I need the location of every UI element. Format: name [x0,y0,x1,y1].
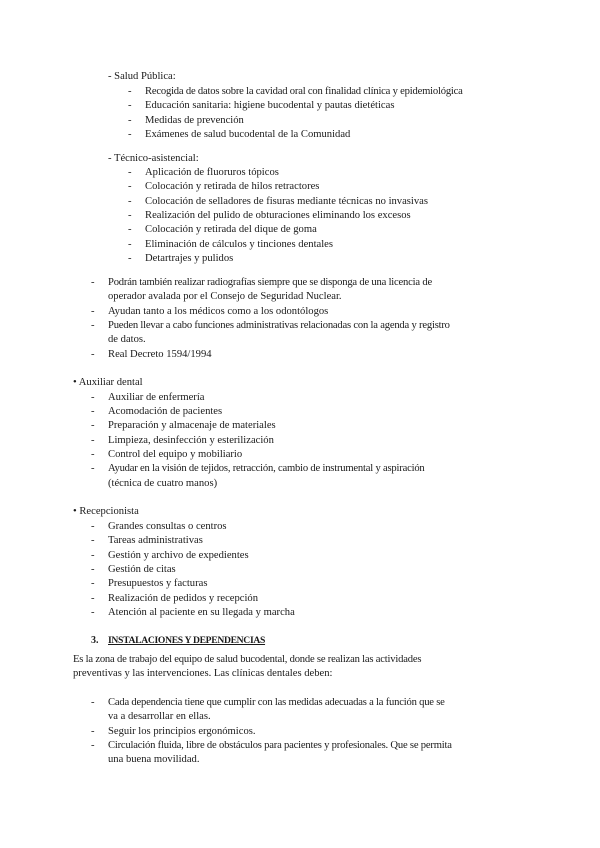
bullet-dash: - [91,550,95,561]
auxiliar-heading: • Auxiliar dental [73,377,143,388]
paragraph-line: (técnica de cuatro manos) [108,478,218,489]
paragraph-line: operador avalada por el Consejo de Seguridad Nuclear. [108,291,342,302]
list-item: Recogida de datos sobre la cavidad oral con finalidad clínica y epidemiológica [145,86,463,97]
bullet-dash: - [91,349,95,360]
bullet-dash: - [91,593,95,604]
paragraph-line: preventivas y las intervenciones. Las clínicas dentales deben: [73,668,333,679]
paragraph-line: Es la zona de trabajo del equipo de salud bucodental, donde se realizan las actividades [73,654,422,665]
list-item: Gestión de citas [108,564,176,575]
list-item: Seguir los principios ergonómicos. [108,726,256,737]
bullet-dash: - [91,320,95,331]
paragraph-line: Podrán también realizar radiografías siempre que se disponga de una licencia de [108,277,432,288]
list-item: Realización del pulido de obturaciones eliminando los excesos [145,210,411,221]
list-item: Auxiliar de enfermería [108,392,205,403]
paragraph-line: Ayudar en la visión de tejidos, retracción, cambio de instrumental y aspiración [108,463,425,474]
paragraph-line: Cada dependencia tiene que cumplir con las medidas adecuadas a la función que se [108,697,445,708]
bullet-dash: - [91,306,95,317]
bullet-dash: - [128,181,132,192]
bullet-dash: - [128,167,132,178]
list-item: Acomodación de pacientes [108,406,223,417]
bullet-dash: - [91,535,95,546]
paragraph-line: de datos. [108,334,146,345]
list-item: Colocación de selladores de fisuras mediante técnicas no invasivas [145,196,428,207]
bullet-dash: - [91,740,95,751]
section-title: INSTALACIONES Y DEPENDENCIAS [108,635,266,646]
bullet-dash: - [128,86,132,97]
list-item: Atención al paciente en su llegada y marcha [108,607,295,618]
bullet-dash: - [91,564,95,575]
bullet-dash: - [128,115,132,126]
list-item: Preparación y almacenaje de materiales [108,420,276,431]
tecnico-asistencial-heading: - Técnico-asistencial: [108,153,199,164]
bullet-dash: - [128,224,132,235]
list-item: Colocación y retirada del dique de goma [145,224,317,235]
list-item: Exámenes de salud bucodental de la Comunidad [145,129,351,140]
list-item: Aplicación de fluoruros tópicos [145,167,279,178]
bullet-dash: - [91,521,95,532]
list-item: Educación sanitaria: higiene bucodental y pautas dietéticas [145,100,395,111]
paragraph-line: Circulación fluida, libre de obstáculos para pacientes y profesionales. Que se permita [108,740,452,751]
list-item: Eliminación de cálculos y tinciones dentales [145,239,333,250]
recepcionista-heading: • Recepcionista [73,506,139,517]
bullet-dash: - [91,435,95,446]
paragraph-line: va a desarrollar en ellas. [108,711,211,722]
list-item: Medidas de prevención [145,115,244,126]
bullet-dash: - [91,420,95,431]
list-item: Limpieza, desinfección y esterilización [108,435,274,446]
bullet-dash: - [91,392,95,403]
bullet-dash: - [128,253,132,264]
bullet-dash: - [91,406,95,417]
list-item: Detartrajes y pulidos [145,253,234,264]
bullet-dash: - [91,697,95,708]
list-item: Control del equipo y mobiliario [108,449,243,460]
list-item: Grandes consultas o centros [108,521,227,532]
paragraph-line: Pueden llevar a cabo funciones administrativas relacionadas con la agenda y registro [108,320,450,331]
bullet-dash: - [128,129,132,140]
bullet-dash: - [91,463,95,474]
list-item: Tareas administrativas [108,535,203,546]
bullet-dash: - [91,578,95,589]
bullet-dash: - [128,210,132,221]
list-item: Ayudan tanto a los médicos como a los odontólogos [108,306,329,317]
list-item: Gestión y archivo de expedientes [108,550,249,561]
bullet-dash: - [91,277,95,288]
list-item: Colocación y retirada de hilos retractores [145,181,320,192]
salud-publica-heading: - Salud Pública: [108,71,176,82]
bullet-dash: - [91,726,95,737]
list-item: Presupuestos y facturas [108,578,208,589]
bullet-dash: - [128,100,132,111]
bullet-dash: - [91,449,95,460]
section-number: 3. [91,635,99,646]
bullet-dash: - [128,239,132,250]
paragraph-line: una buena movilidad. [108,754,200,765]
bullet-dash: - [91,607,95,618]
bullet-dash: - [128,196,132,207]
list-item: Realización de pedidos y recepción [108,593,259,604]
list-item: Real Decreto 1594/1994 [108,349,212,360]
